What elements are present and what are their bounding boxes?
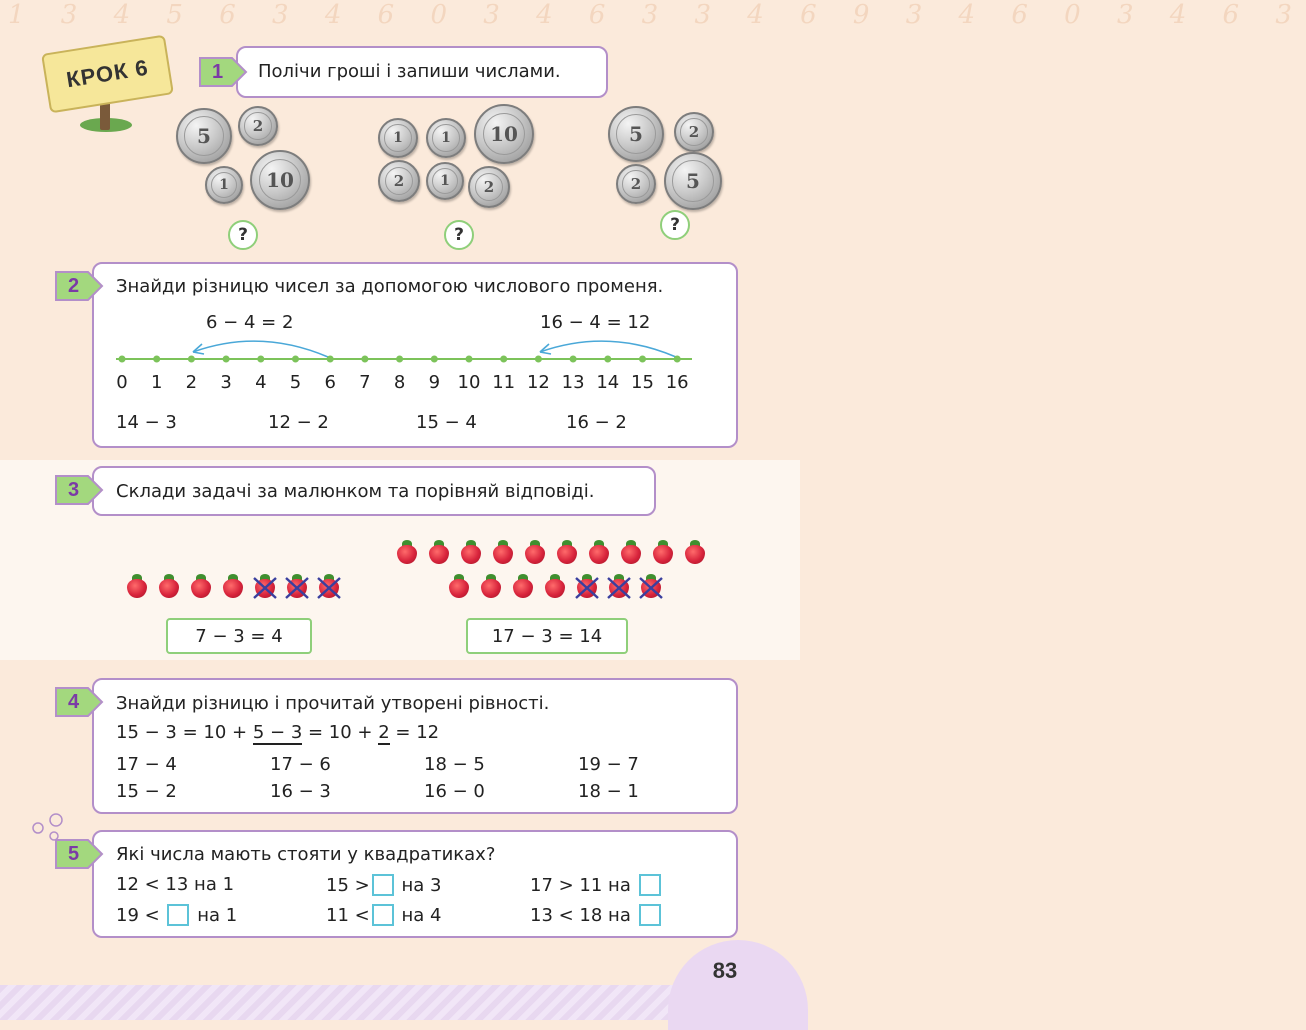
coin: 2 bbox=[238, 106, 278, 146]
number-line-label: 12 bbox=[526, 372, 550, 393]
task4-item: 17 − 6 bbox=[270, 754, 331, 775]
task5-item: 17 > 11 на bbox=[530, 874, 663, 896]
task4-item: 19 − 7 bbox=[578, 754, 639, 775]
coin: 5 bbox=[664, 152, 722, 210]
berry bbox=[396, 540, 418, 564]
number-line-point bbox=[188, 356, 195, 363]
coin: 2 bbox=[468, 166, 510, 208]
task4-item: 18 − 1 bbox=[578, 781, 639, 802]
crossed-berry bbox=[640, 574, 662, 598]
berry bbox=[492, 540, 514, 564]
answer-square[interactable] bbox=[372, 874, 394, 896]
berry bbox=[480, 574, 502, 598]
number-line-label: 11 bbox=[492, 372, 516, 393]
crossed-berry bbox=[254, 574, 276, 598]
task2-number: 2 bbox=[68, 274, 80, 297]
example-equation-1: 6 − 4 = 2 bbox=[206, 312, 294, 333]
coin-sum-question[interactable]: ? bbox=[228, 220, 258, 250]
coin: 10 bbox=[250, 150, 310, 210]
task4-badge bbox=[54, 684, 106, 720]
number-line-label: 9 bbox=[428, 372, 441, 393]
berry bbox=[428, 540, 450, 564]
task5-text: Які числа мають стояти у квадратиках? bbox=[116, 844, 496, 865]
number-line-label: 10 bbox=[457, 372, 481, 393]
task5-item: 12 < 13 на 1 bbox=[116, 874, 235, 895]
crossed-berry bbox=[318, 574, 340, 598]
exercise-4: 16 − 2 bbox=[566, 412, 627, 433]
number-line-label: 2 bbox=[185, 372, 198, 393]
coin: 1 bbox=[378, 118, 418, 158]
berry bbox=[620, 540, 642, 564]
page-number-tab bbox=[668, 940, 808, 1030]
coin: 10 bbox=[474, 104, 534, 164]
task5-badge bbox=[54, 836, 106, 872]
task1-number: 1 bbox=[212, 60, 224, 83]
number-line-point bbox=[119, 356, 126, 363]
task4-example: 15 − 3 = 10 + 5 − 3 = 10 + 2 = 12 bbox=[116, 722, 440, 743]
number-line-label: 7 bbox=[359, 372, 371, 393]
coin-sum-question[interactable]: ? bbox=[660, 210, 690, 240]
task5-item: 11 < на 4 bbox=[326, 905, 442, 926]
berry bbox=[556, 540, 578, 564]
coin: 2 bbox=[674, 112, 714, 152]
number-line-label: 0 bbox=[116, 372, 128, 393]
coin: 1 bbox=[205, 166, 243, 204]
berry bbox=[524, 540, 546, 564]
number-line-point bbox=[396, 356, 403, 363]
berry bbox=[460, 540, 482, 564]
number-line-point bbox=[431, 356, 438, 363]
jump-arc-2 bbox=[540, 341, 676, 357]
crossed-berry bbox=[286, 574, 308, 598]
number-line-point bbox=[674, 356, 681, 363]
number-line-point bbox=[570, 356, 577, 363]
answer-box-left: 7 − 3 = 4 bbox=[166, 618, 312, 654]
task2-badge bbox=[54, 268, 106, 304]
page-number: 83 bbox=[712, 958, 738, 983]
answer-square[interactable] bbox=[639, 874, 661, 896]
task4-text: Знайди різницю і прочитай утворені рівності. bbox=[116, 693, 550, 714]
number-line-point bbox=[604, 356, 611, 363]
berry bbox=[512, 574, 534, 598]
task4-item: 15 − 2 bbox=[116, 781, 177, 802]
crossed-berry bbox=[608, 574, 630, 598]
task3-badge bbox=[54, 472, 106, 508]
task2-text: Знайди різницю чисел за допомогою числового променя. bbox=[116, 276, 664, 297]
number-line-label: 8 bbox=[393, 372, 406, 393]
task4-item: 16 − 3 bbox=[270, 781, 331, 802]
berry bbox=[190, 574, 212, 598]
answer-square[interactable] bbox=[167, 904, 189, 926]
task3-text: Склади задачі за малюнком та порівняй відповіді. bbox=[116, 481, 595, 502]
number-line-point bbox=[500, 356, 507, 363]
jump-arc-1 bbox=[193, 341, 328, 357]
number-line-label: 5 bbox=[289, 372, 302, 393]
task1-text: Полічи гроші і запиши числами. bbox=[258, 61, 561, 82]
task4-item: 18 − 5 bbox=[424, 754, 485, 775]
number-line-point bbox=[153, 356, 160, 363]
background-digits: 1 3 4 5 6 3 4 6 0 3 4 6 3 3 4 6 9 3 4 6 0 3 4 6 3 bbox=[8, 0, 1306, 30]
task5-item: 15 > на 3 bbox=[326, 875, 442, 896]
coin: 5 bbox=[608, 106, 664, 162]
number-line-point bbox=[257, 356, 264, 363]
number-line-label: 13 bbox=[561, 372, 585, 393]
exercise-1: 14 − 3 bbox=[116, 412, 177, 433]
exercise-2: 12 − 2 bbox=[268, 412, 329, 433]
berry bbox=[158, 574, 180, 598]
number-line-point bbox=[292, 356, 299, 363]
number-line bbox=[92, 330, 738, 430]
number-line-label: 1 bbox=[150, 372, 163, 393]
step-label: КРОК 6 bbox=[64, 54, 151, 93]
coin: 2 bbox=[616, 164, 656, 204]
task5-item: 19 < на 1 bbox=[116, 905, 238, 926]
answer-box-right: 17 − 3 = 14 bbox=[466, 618, 628, 654]
number-line-point bbox=[466, 356, 473, 363]
coin-sum-question[interactable]: ? bbox=[444, 220, 474, 250]
number-line-point bbox=[535, 356, 542, 363]
berry bbox=[544, 574, 566, 598]
exercise-3: 15 − 4 bbox=[416, 412, 477, 433]
number-line-label: 14 bbox=[596, 372, 620, 393]
berry bbox=[222, 574, 244, 598]
coin: 1 bbox=[426, 162, 464, 200]
number-line-label: 6 bbox=[324, 372, 336, 393]
underlined-part: 5 − 3 bbox=[252, 722, 303, 743]
answer-square[interactable] bbox=[372, 904, 394, 926]
task4-number: 4 bbox=[68, 690, 80, 713]
berry bbox=[588, 540, 610, 564]
number-line-label: 3 bbox=[220, 372, 232, 393]
berry bbox=[126, 574, 148, 598]
answer-square[interactable] bbox=[639, 904, 661, 926]
task5-item: 13 < 18 на bbox=[530, 904, 663, 926]
step-sign bbox=[41, 35, 174, 114]
coin: 2 bbox=[378, 160, 420, 202]
number-line-point bbox=[361, 356, 368, 363]
coin: 5 bbox=[176, 108, 232, 164]
underlined-part: 2 bbox=[378, 722, 390, 743]
berry bbox=[448, 574, 470, 598]
berry bbox=[684, 540, 706, 564]
task3-number: 3 bbox=[68, 478, 80, 501]
task4-item: 16 − 0 bbox=[424, 781, 485, 802]
example-equation-2: 16 − 4 = 12 bbox=[540, 312, 651, 333]
task5-number: 5 bbox=[68, 842, 80, 865]
number-line-point bbox=[639, 356, 646, 363]
number-line-label: 16 bbox=[665, 372, 689, 393]
number-line-point bbox=[327, 356, 334, 363]
number-line-label: 15 bbox=[631, 372, 654, 393]
task4-item: 17 − 4 bbox=[116, 754, 177, 775]
task1-badge bbox=[198, 54, 250, 90]
number-line-point bbox=[223, 356, 230, 363]
number-line-label: 4 bbox=[255, 372, 267, 393]
crossed-berry bbox=[576, 574, 598, 598]
berry bbox=[652, 540, 674, 564]
coin: 1 bbox=[426, 118, 466, 158]
